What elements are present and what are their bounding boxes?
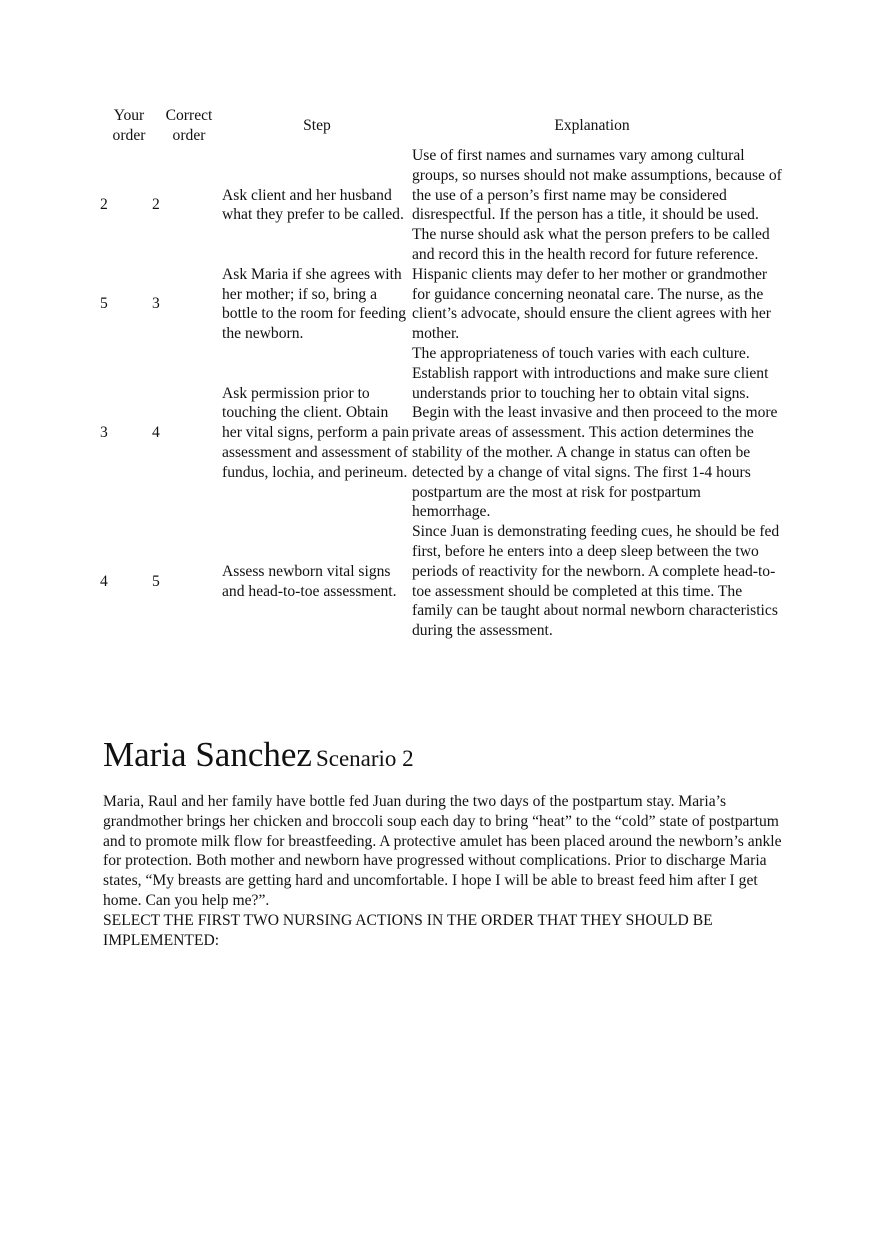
- step-cell: Ask client and her husband what they prefer to be called.: [222, 186, 404, 224]
- header-step: Step: [303, 117, 331, 134]
- step-cell: Ask permission prior to touching the client. Obtain her vital signs, perform a pain assessment and assessment of fundus, lochia, and perineum.: [222, 384, 410, 481]
- order-results-table: [100, 106, 782, 641]
- scenario-text: [103, 792, 793, 950]
- your-order-cell: 3: [100, 424, 108, 442]
- step-cell: Ask Maria if she agrees with her mother; if so, bring a bottle to the room for feeding the newborn.: [222, 265, 407, 343]
- scenario-title: Maria Sanchez: [103, 735, 312, 774]
- correct-order-cell: 5: [152, 572, 160, 590]
- table-header-row: [100, 106, 782, 146]
- table-row: [100, 522, 782, 641]
- correct-order-cell: 4: [152, 424, 160, 442]
- explanation-cell: Since Juan is demonstrating feeding cues, he should be fed first, before he enters into a deep sleep between the two periods of reactivity for the newborn. A complete head-to-toe assessment should be completed at this time. The family can be taught about normal newborn characteristics during the assessment.: [412, 523, 780, 640]
- scenario-body: Maria, Raul and her family have bottle fed Juan during the two days of the postpartum stay. Maria’s grandmother brings her chicken and broccoli soup each day to bring “heat” to the “cold” state of postpartum and to promote milk flow for breastfeeding. A protective amulet has been placed around the newborn’s ankle for protection. Both mother and newborn have progressed without complications. Prior to discharge Maria states, “My breasts are getting hard and uncomfortable. I hope I will be able to breast feed him after I get home. Can you help me?”.: [103, 793, 782, 909]
- explanation-cell: Use of first names and surnames vary among cultural groups, so nurses should not make assumptions, because of the use of a person’s first name may be considered disrespectful. If the person has a title, it should be used. The nurse should ask what the person prefers to be called and record this in the health record for future reference.: [412, 147, 782, 263]
- your-order-cell: 4: [100, 572, 108, 590]
- correct-order-cell: 2: [152, 196, 160, 214]
- your-order-cell: 2: [100, 196, 108, 214]
- scenario-heading: [103, 733, 414, 777]
- table-row: [100, 146, 782, 265]
- explanation-cell: The appropriateness of touch varies with each culture. Establish rapport with introductions and make sure client understands prior to touching her to obtain vital signs. Begin with the least invasive and then proceed to the more private areas of assessment. This action determines the stability of the mother. A change in status can often be detected by a change of vital signs. The first 1-4 hours postpartum are the most at risk for postpartum hemorrhage.: [412, 344, 778, 521]
- header-correct-order: Correct order: [165, 107, 213, 144]
- header-your-order: Your order: [112, 107, 146, 144]
- table-row: [100, 344, 782, 522]
- your-order-cell: 5: [100, 295, 108, 313]
- correct-order-cell: 3: [152, 295, 160, 313]
- scenario-prompt: SELECT THE FIRST TWO NURSING ACTIONS IN THE ORDER THAT THEY SHOULD BE IMPLEMENTED:: [103, 911, 713, 949]
- step-cell: Assess newborn vital signs and head-to-toe assessment.: [222, 562, 397, 600]
- scenario-subtitle: Scenario 2: [315, 746, 414, 771]
- explanation-cell: Hispanic clients may defer to her mother or grandmother for guidance concerning neonatal care. The nurse, as the client’s advocate, should ensure the client agrees with her mother.: [412, 265, 771, 343]
- table-row: [100, 265, 782, 344]
- header-explanation: Explanation: [554, 117, 630, 134]
